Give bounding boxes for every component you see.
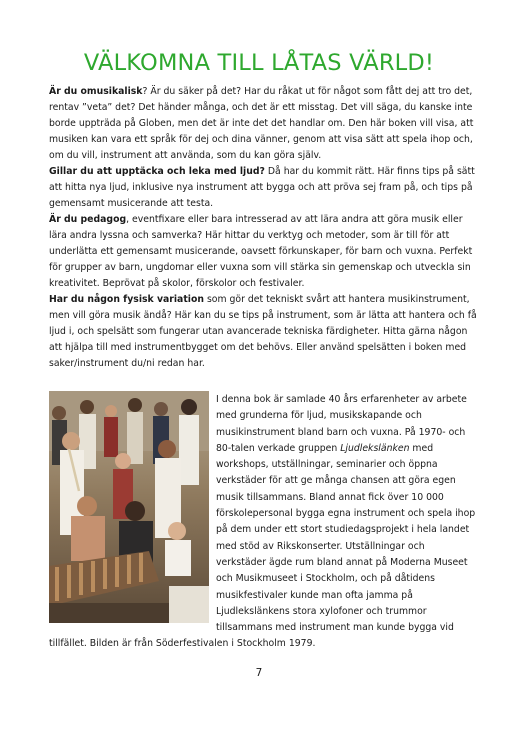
paragraph-text: , eventfixare eller bara intresserad av att lära andra att göra musik eller lära andra lyssna och samverka? Här hittar du verktyg och metoder, som är till för att underlätta ett gemensamt musicerande, oavsett förkunskaper, för barn och vuxna. Perfekt för grupper av barn, ungdomar eller vuxna som vill stärka sin gemenskap och utveckla sin kreativitet. Beprövat på skolor, förskolor och festivaler. [49,214,473,289]
caption-group-name: Ljudlekslänken [340,442,410,454]
photo-caption [49,392,477,653]
paragraph-lead: Gillar du att upptäcka och leka med ljud? [49,166,265,177]
paragraph-fysisk-variation [49,292,477,372]
page-number: 7 [255,667,263,679]
paragraph-omusikalisk [49,84,477,164]
paragraph-text: Då har du kommit rätt. Här finns tips på sätt att hitta nya ljud, inklusive nya instrument att bygga och att pröva sej fram på, och tips på gemensamt musicerande att testa. [49,166,475,209]
page-title: VÄLKOMNA TILL LÅTAS VÄRLD! [83,50,435,76]
caption-text-start: I denna bok är samlade 40 års erfarenheter av arbete med grunderna för ljud, musikskapande och musikinstrument bland barn och vuxna. På 1970- och 80-talen verkade gruppen [216,394,467,454]
photo-float-spacer [49,392,216,632]
paragraph-lead: Har du någon fysisk variation [49,294,204,305]
paragraph-pedagog [49,212,477,292]
paragraph-lead: Är du pedagog [49,214,127,225]
paragraph-upptacka [49,164,477,212]
paragraph-text: som gör det tekniskt svårt att hantera musikinstrument, men vill göra musik ändå? Här kan du se tips på instrument, som är lätta att hantera och få ljud i, och spelsätt som fungerar utan avancerade tekniska färdigheter. Hitta gärna någon att hjälpa till med instrumentbygget om det behövs. Eller använd spelsätten i boken med saker/instrument du/ni redan har. [49,294,477,369]
paragraph-lead: Är du omusikalisk [49,86,143,97]
caption-text-end: med workshops, utställningar, seminarier och öppna verkstäder för att ge många chansen att göra egen musik tillsammans. Bland annat fick över 10 000 förskolepersonal bygga egna instrument och spela ihop på dem under ett stort studiedagsprojekt i hela landet med stöd av Rikskonserter. Utställningar och verkstäder ägde rum bland annat på Moderna Museet och Musikmuseet i Stockholm, och på dåtidens musikfestivaler kunde man ofta jamma på Ljudlekslänkens stora xylofoner och trummor tillsammans med instrument man kunde bygga vid tillfället. Bilden är från Söderfestivalen i Stockholm 1979. [49,442,476,650]
paragraph-text: ? Är du säker på det? Har du råkat ut för något som fått dej att tro det, rentav ”veta” det? Det händer många, och det är ett misstag. Det vill säga, du kanske inte borde uppträda på Globen, men det är inte det det handlar om. Den här boken vill visa, att musiken kan vara ett språk för dej och dina vänner, genom att visa sätt att spela ihop och, om du vill, instrument att använda, som du kan göra själv. [49,86,474,161]
intro-text [49,84,477,372]
